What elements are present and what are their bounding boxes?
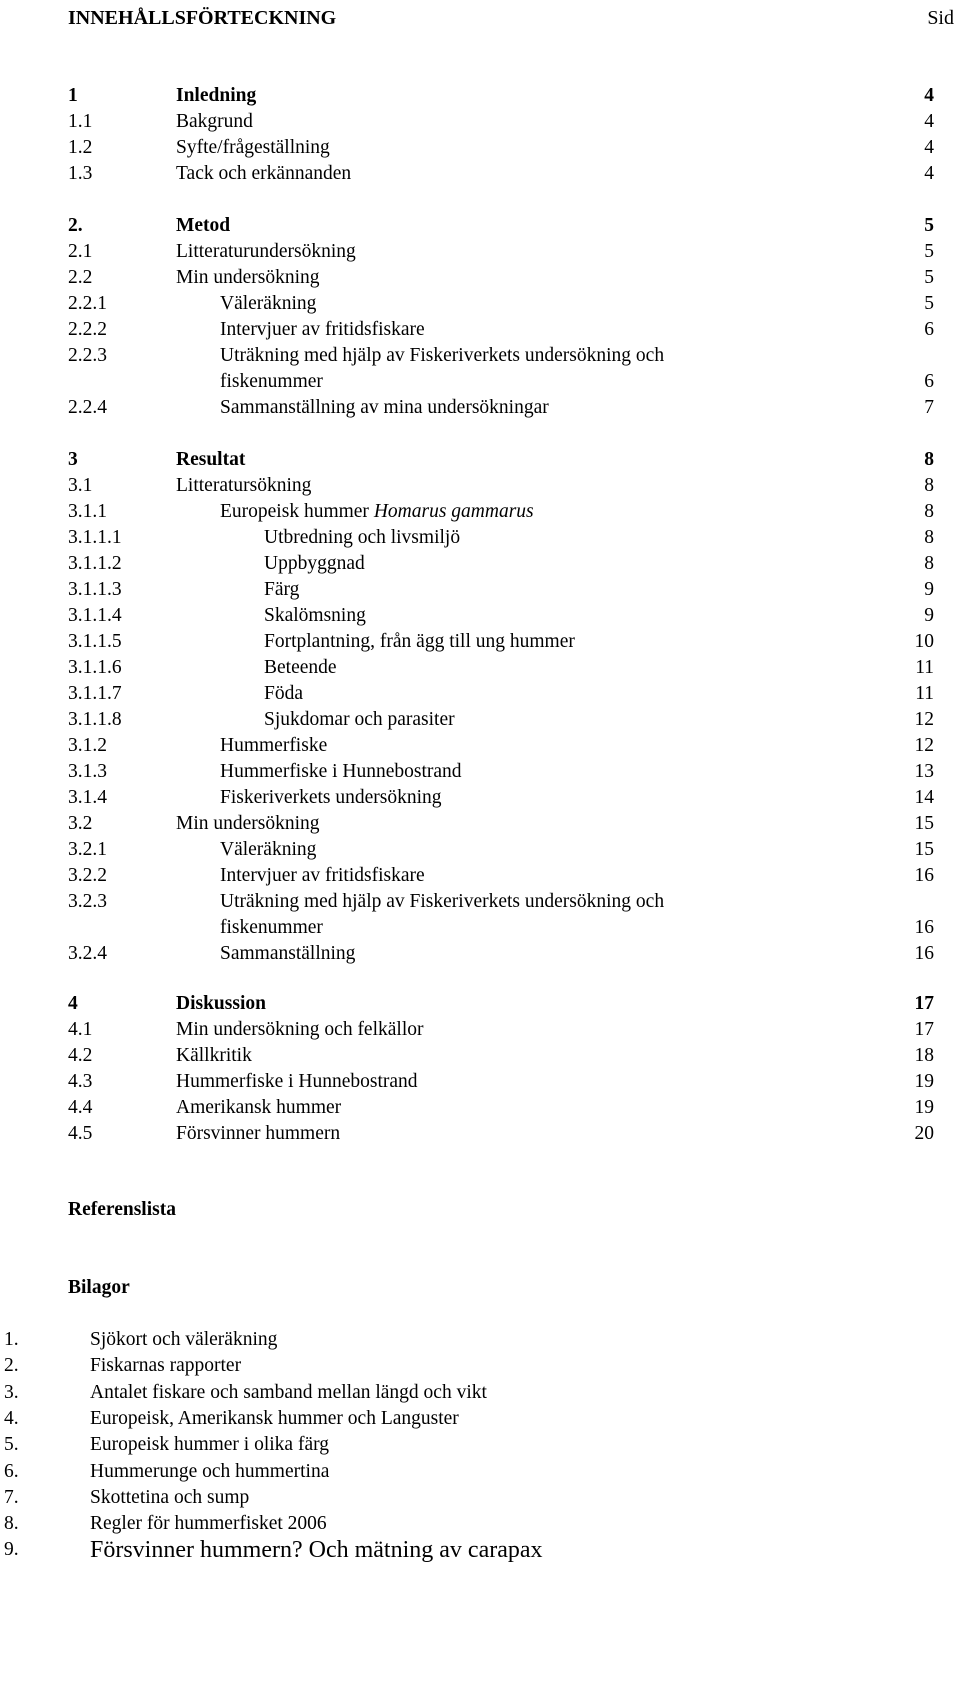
toc-row bbox=[0, 628, 960, 656]
appendix-number: 8. bbox=[4, 1513, 19, 1534]
toc-label bbox=[264, 628, 575, 656]
toc-number: 2.1 bbox=[68, 241, 93, 262]
toc-label bbox=[176, 108, 253, 136]
toc-label-text: Uträkning med hjälp av Fiskeriverkets undersökning och bbox=[220, 345, 665, 366]
toc-label-text: Sammanställning bbox=[220, 943, 356, 964]
toc-label-text: Intervjuer av fritidsfiskare bbox=[220, 865, 425, 886]
appendix-item bbox=[0, 1379, 960, 1407]
toc-label bbox=[176, 1120, 340, 1148]
appendix-item bbox=[0, 1431, 960, 1459]
toc-page-number: 4 bbox=[924, 111, 934, 132]
toc-number: 1.3 bbox=[68, 163, 93, 184]
toc-row bbox=[0, 758, 960, 786]
toc-label bbox=[176, 238, 356, 266]
toc-number: 2.2 bbox=[68, 267, 93, 288]
toc-label bbox=[176, 446, 245, 474]
toc-page-number: 7 bbox=[924, 397, 934, 418]
toc-label bbox=[220, 290, 316, 318]
toc-page-number: 8 bbox=[924, 553, 934, 574]
toc-page-number: 5 bbox=[924, 267, 934, 288]
toc-row bbox=[0, 1016, 960, 1044]
toc-number: 3.1.1.8 bbox=[68, 709, 122, 730]
toc-page-number: 15 bbox=[914, 813, 934, 834]
toc-row bbox=[0, 290, 960, 318]
toc-row bbox=[0, 1068, 960, 1096]
toc-label-text: Bakgrund bbox=[176, 111, 253, 132]
appendix-item bbox=[0, 1405, 960, 1433]
references-heading: Referenslista bbox=[68, 1199, 176, 1220]
toc-label bbox=[220, 342, 664, 370]
toc-label bbox=[220, 368, 323, 396]
toc-row bbox=[0, 914, 960, 942]
toc-row bbox=[0, 134, 960, 162]
toc-label bbox=[176, 1094, 341, 1122]
toc-page-number: 20 bbox=[914, 1123, 934, 1144]
appendix-label: Regler för hummerfisket 2006 bbox=[90, 1513, 327, 1534]
appendix-number: 2. bbox=[4, 1355, 19, 1376]
toc-row bbox=[0, 836, 960, 864]
toc-row bbox=[0, 1120, 960, 1148]
toc-number: 3.2.3 bbox=[68, 891, 107, 912]
toc-label bbox=[220, 394, 549, 422]
toc-label-text: Min undersökning bbox=[176, 813, 320, 834]
appendix-number: 7. bbox=[4, 1487, 19, 1508]
toc-number: 2. bbox=[68, 215, 83, 236]
toc-label bbox=[176, 1042, 252, 1070]
toc-row bbox=[0, 680, 960, 708]
toc-number: 3.1.3 bbox=[68, 761, 107, 782]
toc-number: 3.2.1 bbox=[68, 839, 107, 860]
toc-label-text: Hummerfiske i Hunnebostrand bbox=[176, 1071, 418, 1092]
appendix-label: Europeisk hummer i olika färg bbox=[90, 1434, 329, 1455]
toc-label-species: Homarus gammarus bbox=[373, 501, 534, 522]
toc-page-number: 8 bbox=[924, 527, 934, 548]
toc-page-number: 16 bbox=[914, 865, 934, 886]
toc-row bbox=[0, 784, 960, 812]
toc-page-number: 4 bbox=[924, 85, 934, 106]
toc-row bbox=[0, 160, 960, 188]
toc-page-number: 12 bbox=[914, 735, 934, 756]
toc-number: 2.2.4 bbox=[68, 397, 107, 418]
toc-label bbox=[264, 680, 303, 708]
toc-label-text: Färg bbox=[264, 579, 300, 600]
appendix-item bbox=[0, 1458, 960, 1486]
toc-page-number: 8 bbox=[924, 501, 934, 522]
toc-row bbox=[0, 706, 960, 734]
toc-row bbox=[0, 82, 960, 110]
toc-page-number: 8 bbox=[924, 449, 934, 470]
toc-label-text: Beteende bbox=[264, 657, 337, 678]
toc-label bbox=[176, 990, 266, 1018]
toc-label-text: Litteratursökning bbox=[176, 475, 312, 496]
appendix-number: 3. bbox=[4, 1382, 19, 1403]
toc-number: 2.2.2 bbox=[68, 319, 107, 340]
appendix-item bbox=[0, 1352, 960, 1380]
appendix-number: 6. bbox=[4, 1461, 19, 1482]
toc-page-number: 5 bbox=[924, 241, 934, 262]
toc-page-number: 6 bbox=[924, 319, 934, 340]
toc-label bbox=[220, 888, 664, 916]
toc-label-text: Litteraturundersökning bbox=[176, 241, 356, 262]
toc-page-number: 10 bbox=[914, 631, 934, 652]
toc-page-number: 5 bbox=[924, 293, 934, 314]
toc-label-text: Min undersökning bbox=[176, 267, 320, 288]
toc-number: 3.1.1.1 bbox=[68, 527, 122, 548]
appendix-item bbox=[0, 1326, 960, 1354]
toc-row bbox=[0, 316, 960, 344]
appendix-label: Fiskarnas rapporter bbox=[90, 1355, 242, 1376]
toc-label-text: Min undersökning och felkällor bbox=[176, 1019, 424, 1040]
toc-number: 1.2 bbox=[68, 137, 93, 158]
toc-row bbox=[0, 550, 960, 578]
toc-row bbox=[0, 602, 960, 630]
toc-page-number: 8 bbox=[924, 475, 934, 496]
toc-number: 1 bbox=[68, 85, 78, 106]
toc-page-number: 16 bbox=[914, 917, 934, 938]
toc-label bbox=[264, 524, 460, 552]
toc-row bbox=[0, 1094, 960, 1122]
toc-label bbox=[264, 706, 455, 734]
toc-number: 4.2 bbox=[68, 1045, 93, 1066]
toc-page-number: 19 bbox=[914, 1097, 934, 1118]
toc-label bbox=[176, 82, 256, 110]
appendix-label: Antalet fiskare och samband mellan längd och vikt bbox=[90, 1382, 487, 1403]
toc-number: 3.1.1.4 bbox=[68, 605, 122, 626]
toc-number: 3.1.2 bbox=[68, 735, 107, 756]
toc-label-text: Fiskeriverkets undersökning bbox=[220, 787, 442, 808]
toc-label-text: Hummerfiske i Hunnebostrand bbox=[220, 761, 462, 782]
toc-page-number: 13 bbox=[914, 761, 934, 782]
toc-number: 3.1.1 bbox=[68, 501, 107, 522]
toc-row bbox=[0, 862, 960, 890]
appendix-number: 9. bbox=[4, 1539, 19, 1560]
toc-label-text: Sammanställning av mina undersökningar bbox=[220, 397, 549, 418]
toc-row bbox=[0, 238, 960, 266]
toc-label-text: Väleräkning bbox=[220, 839, 317, 860]
toc-label-text: Amerikansk hummer bbox=[176, 1097, 342, 1118]
toc-label-text: Resultat bbox=[176, 449, 246, 470]
toc-page-number: 9 bbox=[924, 605, 934, 626]
toc-label bbox=[220, 316, 425, 344]
toc-number: 4.1 bbox=[68, 1019, 93, 1040]
toc-label bbox=[176, 1068, 418, 1096]
appendix-label: Försvinner hummern? Och mätning av carapax bbox=[90, 1537, 543, 1563]
toc-number: 3.1.1.5 bbox=[68, 631, 122, 652]
toc-row bbox=[0, 990, 960, 1018]
toc-page-number: 4 bbox=[924, 163, 934, 184]
toc-row bbox=[0, 888, 960, 916]
toc-row bbox=[0, 472, 960, 500]
appendix-number: 5. bbox=[4, 1434, 19, 1455]
appendix-number: 4. bbox=[4, 1408, 19, 1429]
toc-label-text: Väleräkning bbox=[220, 293, 317, 314]
toc-row bbox=[0, 368, 960, 396]
toc-page-number: 11 bbox=[915, 683, 934, 704]
toc-label bbox=[220, 732, 327, 760]
toc-label bbox=[176, 160, 351, 188]
toc-page-number: 9 bbox=[924, 579, 934, 600]
toc-label bbox=[176, 134, 330, 162]
toc-row bbox=[0, 342, 960, 370]
toc-label bbox=[264, 550, 365, 578]
toc-label bbox=[264, 654, 337, 682]
toc-page-number: 5 bbox=[924, 215, 934, 236]
toc-label bbox=[220, 758, 462, 786]
page-title: INNEHÅLLSFÖRTECKNING bbox=[68, 7, 337, 29]
toc-number: 3.1.1.6 bbox=[68, 657, 122, 678]
toc-row bbox=[0, 446, 960, 474]
page-column-label: Sid bbox=[927, 7, 954, 29]
toc-row bbox=[0, 654, 960, 682]
toc-row bbox=[0, 394, 960, 422]
toc-label bbox=[220, 498, 534, 526]
toc-number: 1.1 bbox=[68, 111, 93, 132]
toc-number: 3.1.1.3 bbox=[68, 579, 122, 600]
toc-row bbox=[0, 498, 960, 526]
appendix-heading: Bilagor bbox=[68, 1277, 130, 1298]
toc-label-text: Skalömsning bbox=[264, 605, 366, 626]
toc-number: 3.2.2 bbox=[68, 865, 107, 886]
toc-label-text: Tack och erkännanden bbox=[176, 163, 352, 184]
appendix-number: 1. bbox=[4, 1329, 19, 1350]
toc-page-number: 18 bbox=[914, 1045, 934, 1066]
toc-page-number: 19 bbox=[914, 1071, 934, 1092]
toc-label-text: Intervjuer av fritidsfiskare bbox=[220, 319, 425, 340]
toc-number: 4.3 bbox=[68, 1071, 93, 1092]
toc-row bbox=[0, 810, 960, 838]
appendix-item bbox=[0, 1510, 960, 1538]
toc-label bbox=[264, 576, 299, 604]
toc-label-text: Hummerfiske bbox=[220, 735, 328, 756]
toc-number: 3.1 bbox=[68, 475, 93, 496]
toc-row bbox=[0, 1042, 960, 1070]
toc-label-text: Fortplantning, från ägg till ung hummer bbox=[264, 631, 575, 652]
toc-number: 4 bbox=[68, 993, 78, 1014]
appendix-label: Europeisk, Amerikansk hummer och Languster bbox=[90, 1408, 459, 1429]
toc-label bbox=[220, 836, 316, 864]
toc-label bbox=[220, 784, 442, 812]
toc-number: 3.2 bbox=[68, 813, 93, 834]
toc-row bbox=[0, 732, 960, 760]
toc-label-text: Diskussion bbox=[176, 993, 266, 1014]
toc-number: 3 bbox=[68, 449, 78, 470]
toc-label bbox=[220, 914, 323, 942]
toc-number: 3.1.1.2 bbox=[68, 553, 122, 574]
toc-label-text: Utbredning och livsmiljö bbox=[264, 527, 461, 548]
toc-label bbox=[220, 940, 355, 968]
appendix-label: Skottetina och sump bbox=[90, 1487, 250, 1508]
toc-label bbox=[176, 1016, 424, 1044]
toc-label bbox=[220, 862, 425, 890]
appendix-label: Sjökort och väleräkning bbox=[90, 1329, 278, 1350]
toc-label-text: Metod bbox=[176, 215, 231, 236]
appendix-label: Hummerunge och hummertina bbox=[90, 1461, 330, 1482]
appendix-item bbox=[0, 1484, 960, 1512]
toc-number: 2.2.3 bbox=[68, 345, 107, 366]
toc-label-text: Uppbyggnad bbox=[264, 553, 365, 574]
toc-label-text: Europeisk hummer bbox=[220, 501, 369, 522]
toc-page-number: 14 bbox=[914, 787, 934, 808]
toc-label bbox=[176, 212, 230, 240]
toc-row bbox=[0, 264, 960, 292]
toc-page-number: 4 bbox=[924, 137, 934, 158]
toc-row bbox=[0, 524, 960, 552]
toc-number: 2.2.1 bbox=[68, 293, 107, 314]
toc-label bbox=[176, 810, 320, 838]
appendix-item bbox=[0, 1536, 960, 1564]
toc-page-number: 15 bbox=[914, 839, 934, 860]
toc-label-text: Försvinner hummern bbox=[176, 1123, 341, 1144]
toc-number: 4.5 bbox=[68, 1123, 93, 1144]
toc-row bbox=[0, 940, 960, 968]
toc-label bbox=[176, 472, 311, 500]
toc-page-number: 6 bbox=[924, 371, 934, 392]
toc-page-number: 17 bbox=[914, 1019, 934, 1040]
toc-row bbox=[0, 108, 960, 136]
toc-row bbox=[0, 576, 960, 604]
toc-label-text: Uträkning med hjälp av Fiskeriverkets undersökning och bbox=[220, 891, 665, 912]
toc-label-text: Syfte/frågeställning bbox=[176, 137, 330, 158]
toc-number: 4.4 bbox=[68, 1097, 93, 1118]
toc-label-text: Sjukdomar och parasiter bbox=[264, 709, 455, 730]
toc-page-number: 11 bbox=[915, 657, 934, 678]
toc-page-number: 17 bbox=[914, 993, 934, 1014]
toc-label-text: fiskenummer bbox=[220, 917, 323, 938]
toc-number: 3.1.4 bbox=[68, 787, 107, 808]
toc-row bbox=[0, 212, 960, 240]
toc-number: 3.2.4 bbox=[68, 943, 107, 964]
toc-label-text: Inledning bbox=[176, 85, 257, 106]
toc-label-text: Källkritik bbox=[176, 1045, 252, 1066]
toc-label-text: Föda bbox=[264, 683, 303, 704]
toc-label-text: fiskenummer bbox=[220, 371, 323, 392]
toc-label bbox=[264, 602, 366, 630]
toc-page-number: 16 bbox=[914, 943, 934, 964]
toc-label bbox=[176, 264, 320, 292]
toc-number: 3.1.1.7 bbox=[68, 683, 122, 704]
toc-page-number: 12 bbox=[914, 709, 934, 730]
